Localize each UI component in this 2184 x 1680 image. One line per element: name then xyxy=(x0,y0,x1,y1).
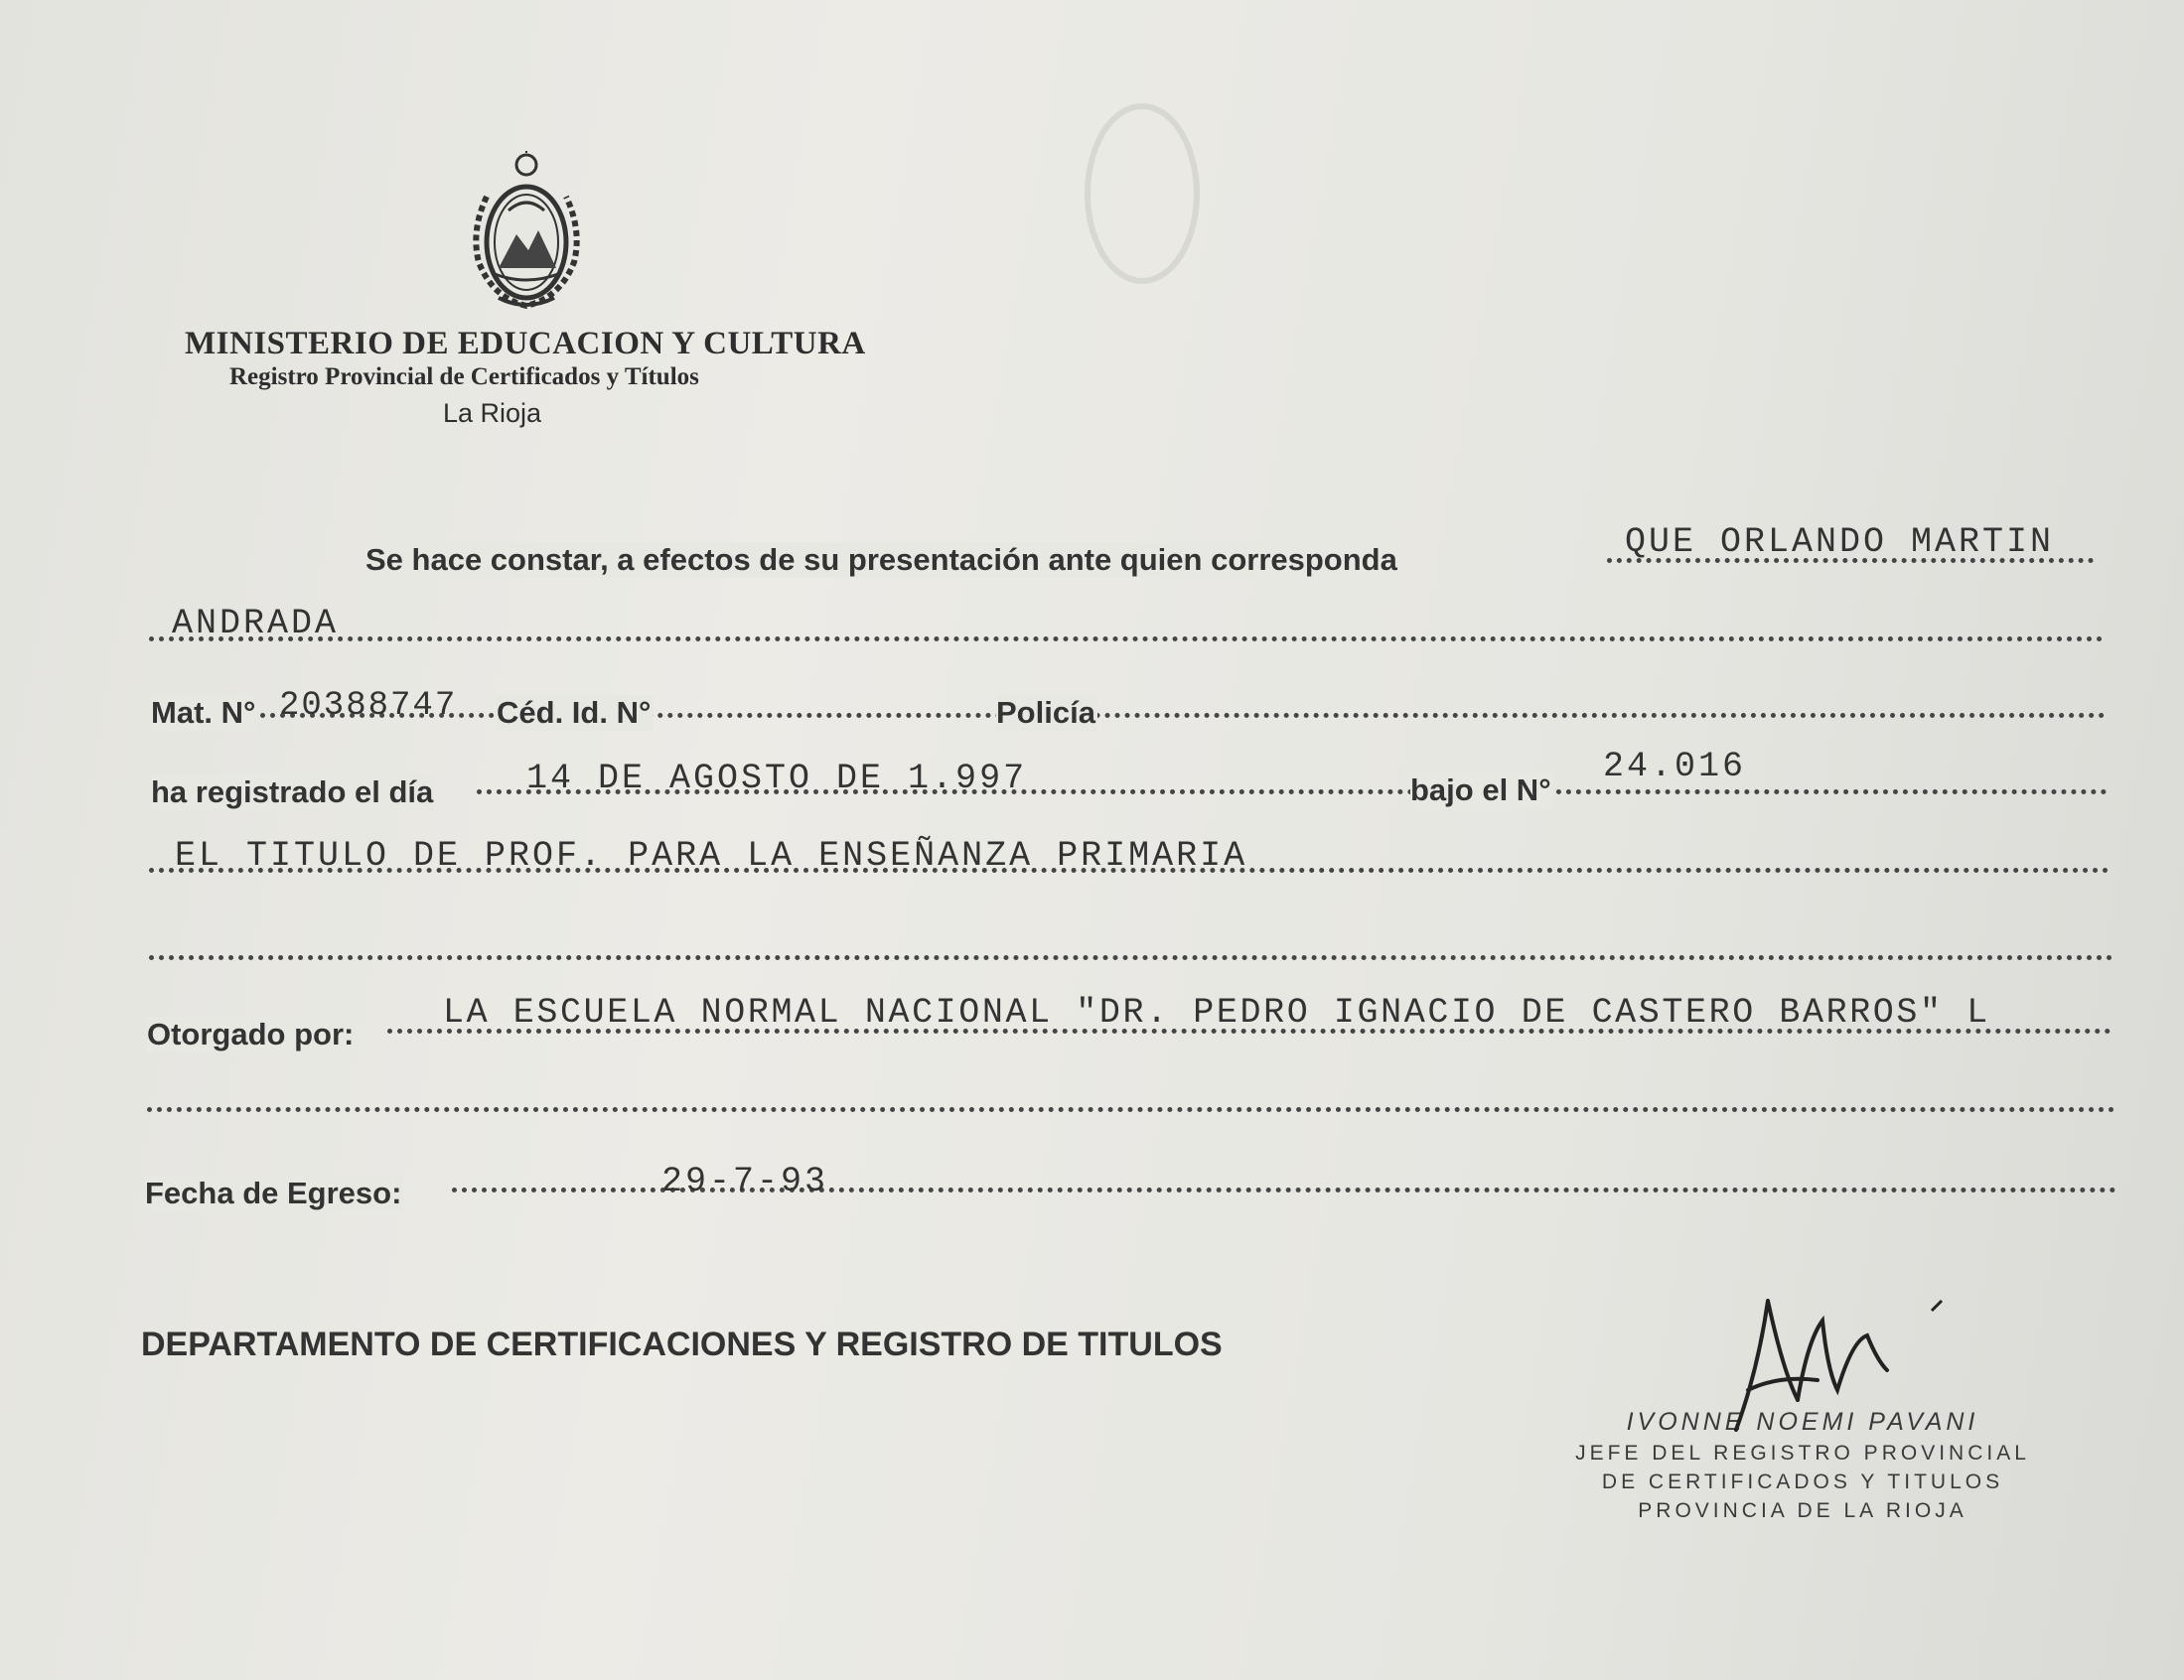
ced-label: Céd. Id. N° xyxy=(497,695,652,730)
date-value: 14 DE AGOSTO DE 1.997 xyxy=(526,759,1028,798)
department-heading: DEPARTAMENTO DE CERTIFICACIONES Y REGISTRO DE TITULOS xyxy=(141,1326,1223,1363)
coat-of-arms-emblem xyxy=(459,151,594,310)
location-label: La Rioja xyxy=(443,398,542,428)
bleed-through-seal xyxy=(1083,99,1202,288)
dotted-line xyxy=(149,636,2104,641)
name-continuation: ANDRADA xyxy=(172,604,340,643)
bajo-label: bajo el N° xyxy=(1410,772,1551,807)
official-name: IVONNE NOEMI PAVANI xyxy=(1626,1408,1979,1436)
ministry-title: MINISTERIO DE EDUCACION Y CULTURA xyxy=(185,326,866,361)
fecha-value: 29-7-93 xyxy=(661,1162,829,1201)
mat-value: 20388747 xyxy=(279,687,458,725)
otorgado-label: Otorgado por: xyxy=(147,1017,355,1051)
registry-subtitle: Registro Provincial de Certificados y Títulos xyxy=(229,363,699,390)
date-label: ha registrado el día xyxy=(151,774,434,809)
official-title-line1: JEFE DEL REGISTRO PROVINCIAL xyxy=(1575,1442,2030,1465)
dotted-line xyxy=(147,1107,2115,1112)
mat-label: Mat. N° xyxy=(151,695,256,730)
fecha-label: Fecha de Egreso: xyxy=(145,1176,402,1210)
bajo-value: 24.016 xyxy=(1603,747,1747,786)
official-title-line3: PROVINCIA DE LA RIOJA xyxy=(1638,1499,1967,1522)
intro-value: QUE ORLANDO MARTIN xyxy=(1625,522,2055,562)
otorgado-value: LA ESCUELA NORMAL NACIONAL "DR. PEDRO IGNACIO DE CASTERO BARROS" L xyxy=(443,993,1990,1033)
dotted-line xyxy=(149,955,2113,960)
policia-label: Policía xyxy=(996,695,1095,730)
official-title-line2: DE CERTIFICADOS Y TITULOS xyxy=(1601,1470,2004,1493)
handwritten-signature xyxy=(1728,1281,1957,1450)
title-value: EL TITULO DE PROF. PARA LA ENSEÑANZA PRIMARIA xyxy=(175,836,1248,876)
intro-label: Se hace constar, a efectos de su presentación ante quien corresponda xyxy=(365,542,1397,577)
